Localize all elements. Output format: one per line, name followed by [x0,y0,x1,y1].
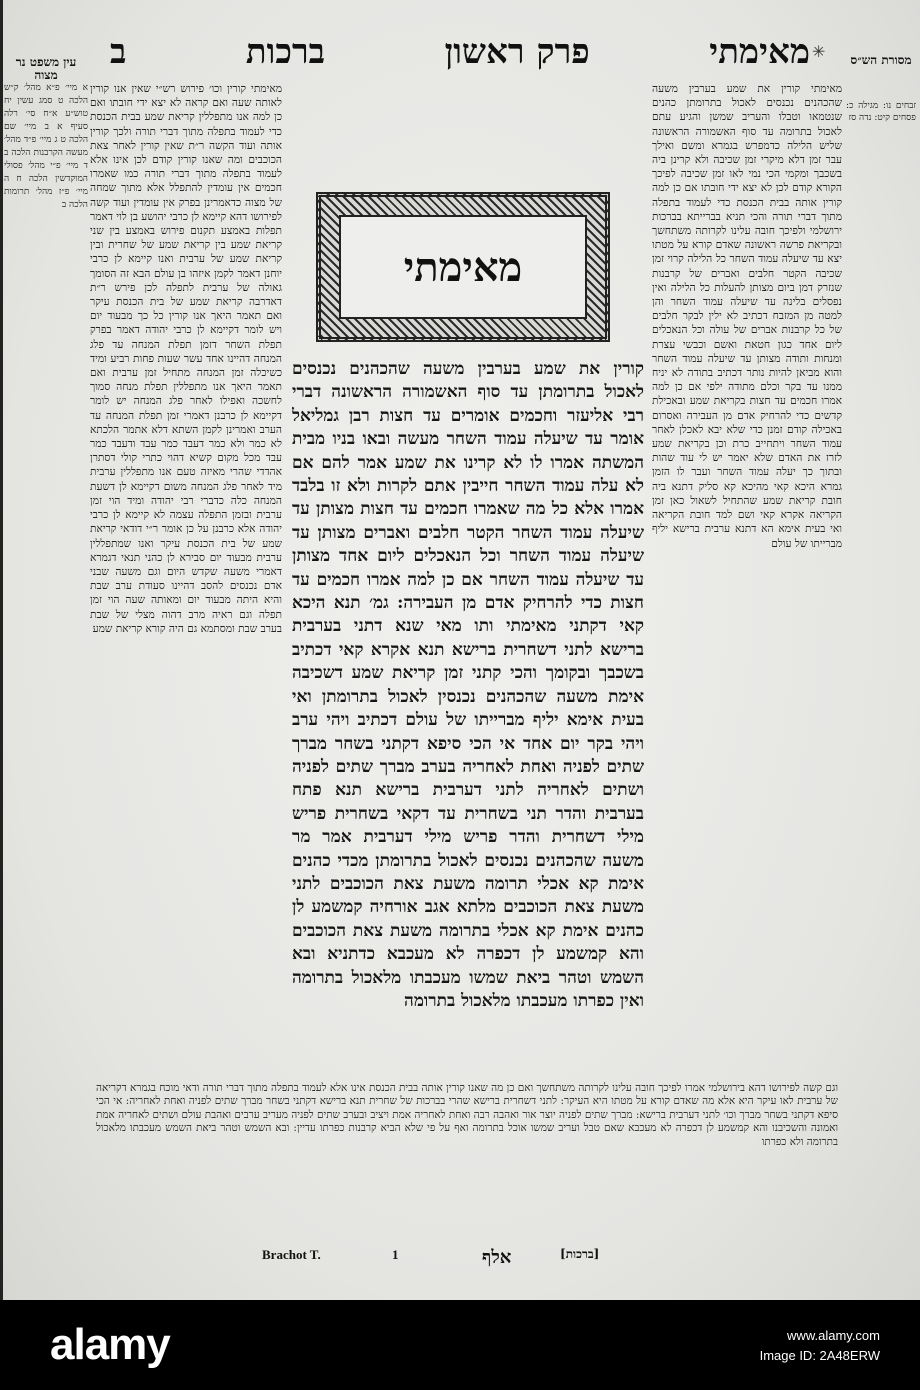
header-page-number: ב [110,32,127,72]
watermark-image-id: Image ID: 2A48ERW [759,1348,880,1363]
mesoret-hashas-label: מסורת הש״ס [850,53,912,67]
header-chapter: פרק ראשון [444,32,590,72]
page-footer [0,1247,920,1277]
page-left-edge [0,0,3,1300]
watermark-meta [760,1326,880,1366]
ein-mishpat-label: עין משפט נר מצוה [15,55,77,82]
footer-latin: Brachot T. [262,1247,321,1262]
header-word: מאימתי [709,32,810,72]
watermark-url: www.alamy.com [787,1328,880,1343]
bottom-commentary: וגם קשה לפירושו דהא בירושלמי אמרו לפיכך חובה עלינו לקרותה משתחשך ואם כן מה שאנו קורין אותה בבית הכנסת אינו אלא לעמוד בתפלה מתוך דברי תורה ודאי מוכח בגמרא דקריאה של ערבית לאו עיקר היא אלא מה שאדם קורא על מטתו היא העיקר: לתני דשחרית ברישא שהרי בברכות של שחרית תנא ברישא דקתני בשחר מברך שתים לפניה ואחת לאחריה: אי הכי סיפא דקתני בשחר מברך וכו׳ לתני דערבית ברישא: מברך שתים לפניה יוצר אור ואהבה רבה ואחת לאחריה אמת ויציב ובערב שתים לפניה מעריב ערבים ואהבת עולם ושתים לאחריה אמת ואמונה והשכיבנו והא קמשמע לן דכפרה לא מעכבא שאם טבל ועריב שמשו אוכל בתרומה ואף על פי שלא הביא קרבנות כפרתו עדיין: ובא השמש וטהר ביאת השמש מעכבתו מלאכול בתרומה ולא כפרתו [96,1082,838,1148]
footer-hebrew-tractate: [ברכות] [560,1247,600,1261]
header-tractate: ברכות [245,32,326,72]
ornamental-title: מאימתי [339,215,587,319]
mesoret-hashas-column: זבחים נו: מגילה כ: פסחים קיט: נדה סז [846,101,916,123]
footer-hebrew-folio: אלף [482,1247,512,1268]
page-header [110,32,810,72]
rashi-commentary-column: מאימתי קורין את שמע בערבין משעה שהכהנים נכנסים לאכול בתרומתן כהנים שנטמאו וטבלו והעריב שמשן והגיע עתם לאכול בתרומה עד סוף האשמורה הראשונה שליש הלילה כדמפרש בגמרא ומשם ואילך עבר זמן דלא מיקרי זמן שכיבה ולא קרינן ביה בשכבך ומקמי הכי נמי לאו זמן שכיבה לפיכך הקורא קודם לכן לא יצא ידי חובתו אם כן למה קורין אותה בבית הכנסת כדי לעמוד בתפלה מתוך דברי תורה והכי תניא בברייתא בברכות ירושלמי ולפיכך חובה עלינו לקרותה משתחשך ובקריאת פרשה ראשונה שאדם קורא על מטתו יצא עד שיעלה עמוד השחר כל הלילה קרוי זמן שכיבה הקטר חלבים ואברים של קרבנות שנזרק דמן ביום מצותן להעלות כל הלילה ואין נפסלים בלינה עד שיעלה עמוד השחר והן למטה מן המזבח דכתיב לא ילין לבקר חלבים של כל קרבנות אברים של עולה וכל הנאכלים ליום אחד כגון חטאת ואשם וכבשי עצרת ומנחות ותודה מצותן עד שיעלה עמוד השחר והוא מביאן להיות נותר דכתיב בתודה לא יניח ממנו עד בקר וכלם מתודה ילפי אם כן למה אמרו חכמים עד חצות בקריאת שמע ובאכילת קדשים כדי להרחיק אדם מן העבירה ואסרום באכילה קודם זמנן כדי שלא יבא לאכלן לאחר עמוד השחר ויתחייב כרת וכן בקריאת שמע לזרז את האדם שלא יאמר יש לי עוד שהות ובתוך כך יעלה עמוד השחר ועבר לו הזמן גמרא היכא קאי מהיכא קא סליק דתנא ביה חובת קריאת שמע שהתחיל לשאול כאן זמן הקריאה אקרא קאי ושם למד חובת הקריאה ואי בעית אימא הא דתנא ערבית ברישא יליף מברייתו של עולם [652,83,842,550]
star-icon: ✳ [812,42,826,61]
ein-mishpat-column: א מיי׳ פ״א מהל׳ ק״ש הלכה ט סמג עשין יח טוש״ע א״ח סי׳ רלה סעיף א ב מיי׳ שם הלכה ט ג מיי׳ פ״ד מהל׳ מעשה הקרבנות הלכה ב ד מיי׳ פ״י מהל׳ פסולי המוקדשין הלכה ח ה מיי׳ פ״ז מהל׳ תרומות הלכה ב [4,83,88,210]
watermark-bar [0,1300,920,1390]
ornamental-title-frame [316,192,610,342]
tosafot-commentary-column: מאימתי קורין וכו׳ פירוש רש״י שאין אנו קורין לאותה שעה ואם קראה לא יצא ידי חובתו ואם כן למה אנו מתפללין קריאת שמע בבית הכנסת כדי לעמוד בתפלה מתוך דברי תורה ולכך קורין אותה ועוד הקשה ר״ת שאין קורין לאחר צאת הכוכבים ומה שאנו קורין קודם לכן אינו אלא לעמוד בתפלה מתוך דברי תורה כמו שאמרו חכמים אין עומדין להתפלל אלא מתוך שמחה של מצוה כדאמרינן בפרק אין עומדין ועוד קשה לפירושו דהא קיימא לן כרבי יהושע בן לוי דאמר תפלות באמצע תקנום פירוש באמצע בין שני קריאת שמע בין קריאת שמע של שחרית ובין קריאת שמע של ערבית ואנו קיימא לן כרבי יוחנן דאמר לקמן איזהו בן עולם הבא זה הסומך גאולה של ערבית לתפלה לכן פירש ר״ת דאדרבה קריאת שמע של בית הכנסת עיקר ואם תאמר היאך אנו קורין כל כך מבעוד יום ויש לומר דקיימא לן כרבי יהודה דאמר בפרק תפלת השחר דזמן תפלת המנחה עד פלג המנחה דהיינו אחד עשר שעות פחות רביע ומיד כשיכלה זמן המנחה מתחיל זמן ערבית ואם תאמר היאך אנו מתפללין תפלת מנחה סמוך לחשכה ואפילו לאחר פלג המנחה יש לומר דקיימא לן כרבנן דאמרי זמן תפלת המנחה עד הערב ואמרינן לקמן השתא דלא אתמר הלכתא לא כמר ולא כמר דעבד כמר עבד ודעבד כמר עבד מכל מקום קשיא דהוי כתרי קולי דסתרן אהדדי שהרי מאיזה טעם אנו מתפללין ערבית מיד לאחר פלג המנחה משום דקיימא לן דשעת המנחה כלה כדברי רבי יהודה ומיד הוי זמן ערבית ובזמן התפלה עצמה לא קיימא לן כרבי יהודה אלא כרבנן על כן אומר ר״י דודאי קריאת שמע של בית הכנסת עיקר ואנו שמתפללין ערבית מבעוד יום סבירא לן כהני תנאי דגמרא דאמרי משעה שקדש היום וגם משעה שבני אדם נכנסים להסב דהיינו סעודת ערב שבת והיא היתה מבעוד יום ומאותה שעה הוי זמן תפלה וגם ראיה מרב דהוה מצלי של שבת בערב שבת ומסתמא גם היה קורא קריאת שמע [90,83,282,635]
footer-number: 1 [392,1247,399,1262]
main-mishnah-text: קורין את שמע בערבין משעה שהכהנים נכנסים לאכול בתרומתן עד סוף האשמורה הראשונה דברי רבי אליעזר וחכמים אומרים עד חצות רבן גמליאל אומר עד שיעלה עמוד השחר מעשה ובאו בניו מבית המשתה אמרו לו לא קרינו את שמע אמר להם אם לא עלה עמוד השחר חייבין אתם לקרות ולא זו בלבד אמרו אלא כל מה שאמרו חכמים עד חצות מצותן עד שיעלה עמוד השחר הקטר חלבים ואברים מצותן עד שיעלה עמוד השחר וכל הנאכלים ליום אחד מצותן עד שיעלה עמוד השחר אם כן למה אמרו חכמים עד חצות כדי להרחיק אדם מן העבירה: גמ׳ תנא היכא קאי דקתני מאימתי ותו מאי שנא דתני בערבית ברישא לתני דשחרית ברישא תנא אקרא קאי דכתיב בשכבך ובקומך והכי קתני זמן קריאת שמע דשכיבה אימת משעה שהכהנים נכנסין לאכול בתרומתן ואי בעית אימא יליף מברייתו של עולם דכתיב ויהי ערב ויהי בקר יום אחד אי הכי סיפא דקתני בשחר מברך שתים לפניה ואחת לאחריה בערב מברך שתים לפניה ושתים לאחריה לתני דערבית ברישא תנא פתח בערבית והדר תני בשחרית עד דקאי בשחרית פריש מילי דשחרית והדר פריש מילי דערבית אמר מר משעה שהכהנים נכנסים לאכול בתרומתן מכדי כהנים אימת קא אכלי תרומה משעת צאת הכוכבים לתני משעת צאת הכוכבים מלתא אגב אורחיה קמשמע לן כהנים אימת קא אכלי בתרומה משעת צאת הכוכבים והא קמשמע לן דכפרה לא מעכבא כדתניא ובא השמש וטהר ביאת שמשו מעכבתו מלאכול בתרומה ואין כפרתו מעכבתו מלאכול בתרומה [292,359,644,1011]
watermark-brand: a lamy [50,1320,170,1370]
